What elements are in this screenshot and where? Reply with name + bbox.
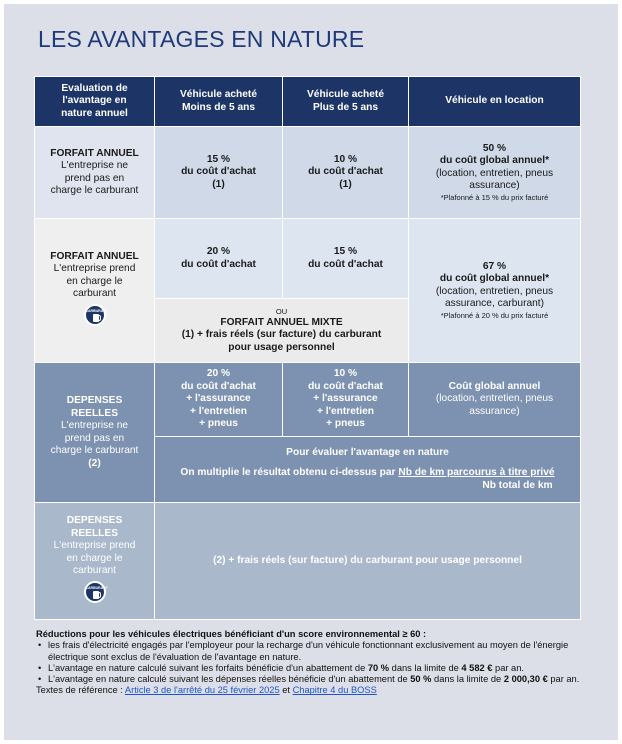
row3-plus-5 <box>283 363 409 437</box>
cell-line: + pneus <box>326 418 365 430</box>
row2-label <box>35 219 155 363</box>
note-bold: 4 582 € <box>461 662 493 673</box>
cell-line: du coût d'achat <box>308 380 383 392</box>
cell-line: assurance) <box>469 180 520 191</box>
mixte-ou: OU <box>275 306 288 316</box>
row4-label-title: DEPENSES <box>66 515 123 526</box>
page-title: LES AVANTAGES EN NATURE <box>38 26 365 52</box>
mixte-line: (1) + frais réels (sur facture) du carburant <box>181 329 382 341</box>
cell-line: (location, entretien, pneus <box>435 167 554 179</box>
note-text: dans la limite de <box>389 662 462 673</box>
cell-line: + pneus <box>199 418 238 430</box>
cell-line: (location, entretien, pneus <box>435 285 554 297</box>
mixte-title: FORFAIT ANNUEL MIXTE <box>220 316 343 328</box>
header-line: Plus de 5 ans <box>312 101 379 113</box>
fuel-pump-icon <box>84 581 106 603</box>
cell-line: assurance) <box>469 405 520 417</box>
note-item <box>36 640 596 663</box>
row3-label-line: (2) <box>88 457 101 469</box>
cell-line: 15 % <box>206 153 231 165</box>
row2-moins-5 <box>155 219 283 299</box>
row4-label-title: REELLES <box>71 527 118 539</box>
row3-moins-5 <box>155 363 283 437</box>
note-bold: 70 % <box>367 662 390 673</box>
row2-location <box>409 219 581 363</box>
row2-mixte <box>155 299 409 363</box>
formula-line <box>155 467 580 480</box>
row4-label <box>35 503 155 620</box>
row3-label <box>35 363 155 503</box>
row1-label-title: FORFAIT ANNUEL <box>50 147 139 159</box>
notes-heading: Réductions pour les véhicules électriques bénéficiant d'un score environnemental ≥ 60 : <box>36 629 427 639</box>
cell-line: du coût d'achat <box>308 166 383 178</box>
fuel-icon-caption: CARBURANT <box>85 308 108 313</box>
fuel-icon-caption: CARBURANT <box>85 585 108 590</box>
cell-line: 20 % <box>206 368 231 380</box>
cell-note: *Plafonné à 15 % du prix facturé <box>440 192 549 202</box>
cell-line: + l'assurance <box>186 393 251 405</box>
header-evaluation <box>35 77 155 127</box>
row4-label-line: carburant <box>72 565 117 576</box>
note-item <box>36 663 596 674</box>
cell-line: Coût global annuel <box>448 380 541 392</box>
cell-line: du coût global annuel* <box>439 273 550 284</box>
header-line: Moins de 5 ans <box>181 101 256 113</box>
references-line <box>36 685 596 696</box>
page <box>4 4 618 740</box>
note-text: par an. <box>547 674 580 685</box>
header-line: nature annuel <box>61 107 128 119</box>
pump-hose <box>99 592 101 598</box>
row2-label-line: en charge le <box>66 275 123 287</box>
formula-denominator: Nb total de km <box>482 479 553 491</box>
cell-line: (1) <box>212 178 225 190</box>
row3-label-line: prend pas en <box>64 432 125 444</box>
fuel-pump-icon <box>84 304 106 326</box>
reference-link-arrete[interactable]: Article 3 de l'arrêté du 25 février 2025 <box>124 685 280 696</box>
pump-body <box>93 314 99 322</box>
cell-line: + l'entretien <box>316 405 375 417</box>
notes-section <box>36 629 596 697</box>
row2-plus-5 <box>283 219 409 299</box>
row3-location <box>409 363 581 437</box>
cell-line: 67 % <box>482 260 507 272</box>
row1-label-line: L'entreprise ne <box>60 160 129 171</box>
header-line: Véhicule acheté <box>179 89 257 100</box>
note-text: les frais d'électricité engagés par l'employeur pour la recharge d'un véhicule fonctionnant exclusivement au moyen de l'énergie électrique sont exclus de l'évaluation de l'avantage en nature. <box>48 640 569 662</box>
notes-list <box>36 640 596 685</box>
cell-line: (1) <box>339 178 352 190</box>
note-item <box>36 674 596 685</box>
cell-note: *Plafonné à 20 % du prix facturé <box>440 310 549 320</box>
cell-line: + l'assurance <box>313 393 378 405</box>
references-label: Textes de référence : <box>36 685 125 696</box>
cell-line: du coût d'achat <box>308 258 383 270</box>
cell-line: du coût global annuel* <box>439 155 550 166</box>
cell-line: 10 % <box>333 153 358 165</box>
formula-denominator-line <box>155 480 580 493</box>
mixte-line: pour usage personnel <box>228 341 335 353</box>
cell-line: 20 % <box>206 246 231 257</box>
reference-link-boss[interactable]: Chapitre 4 du BOSS <box>292 685 377 696</box>
cell-line: du coût d'achat <box>181 258 256 270</box>
pump-body <box>93 591 99 599</box>
header-achete-moins-5 <box>155 77 283 127</box>
row-depenses-avec-carburant <box>35 503 581 620</box>
cell-line: 15 % <box>333 246 358 257</box>
note-text: par an. <box>492 662 524 673</box>
row-depenses-sans-carburant <box>35 363 581 437</box>
row3-label-line: charge le carburant <box>50 445 139 456</box>
header-location: Véhicule en location <box>409 77 581 127</box>
note-bold: 50 % <box>410 674 432 685</box>
note-text: L'avantage en nature calculé suivant les forfaits bénéficie d'un abattement de <box>48 662 368 673</box>
cell-line: 50 % <box>482 142 507 154</box>
header-achete-plus-5 <box>283 77 409 127</box>
row1-label-line: prend pas en <box>64 172 125 184</box>
row1-label-line: charge le carburant <box>50 185 139 196</box>
row4-content: (2) + frais réels (sur facture) du carburant pour usage personnel <box>155 503 581 620</box>
row1-plus-5 <box>283 127 409 219</box>
formula-numerator: Nb de km parcourus à titre privé <box>398 467 555 479</box>
cell-line: assurance, carburant) <box>444 298 545 309</box>
cell-line: + l'entretien <box>189 405 248 417</box>
cell-line: (location, entretien, pneus <box>435 393 554 405</box>
formula-title: Pour évaluer l'avantage en nature <box>286 446 449 458</box>
row2-label-line: L'entreprise prend <box>53 263 136 275</box>
cell-line: 10 % <box>333 368 358 380</box>
formula-prefix: On multiplie le résultat obtenu ci-dessus par <box>180 467 399 479</box>
row1-moins-5 <box>155 127 283 219</box>
note-text: L'avantage en nature calculé suivant les dépenses réelles bénéficie d'un abattement de <box>48 674 411 685</box>
row2-label-line: carburant <box>72 288 117 300</box>
row-forfait-avec-carburant <box>35 219 581 299</box>
row4-label-line: L'entreprise prend <box>53 540 136 551</box>
header-line: l'avantage en <box>62 95 127 107</box>
pump-hose <box>99 315 101 321</box>
row4-label-line: en charge le <box>66 552 123 564</box>
cell-line: du coût d'achat <box>181 166 256 178</box>
row3-formula <box>155 437 581 503</box>
row1-location <box>409 127 581 219</box>
benefits-table <box>34 76 581 620</box>
header-row <box>35 77 581 127</box>
header-line: Evaluation de <box>61 82 128 94</box>
row3-label-line: L'entreprise ne <box>60 420 129 431</box>
note-text: dans la limite de <box>431 674 504 685</box>
row3-label-title: REELLES <box>71 407 118 419</box>
note-bold: 2 000,30 € <box>503 674 548 685</box>
row3-label-title: DEPENSES <box>66 395 123 406</box>
references-and: et <box>279 685 293 696</box>
cell-line: du coût d'achat <box>181 380 256 392</box>
row1-label <box>35 127 155 219</box>
row-forfait-sans-carburant <box>35 127 581 219</box>
header-line: Véhicule acheté <box>306 89 384 100</box>
row2-label-title: FORFAIT ANNUEL <box>50 250 139 262</box>
